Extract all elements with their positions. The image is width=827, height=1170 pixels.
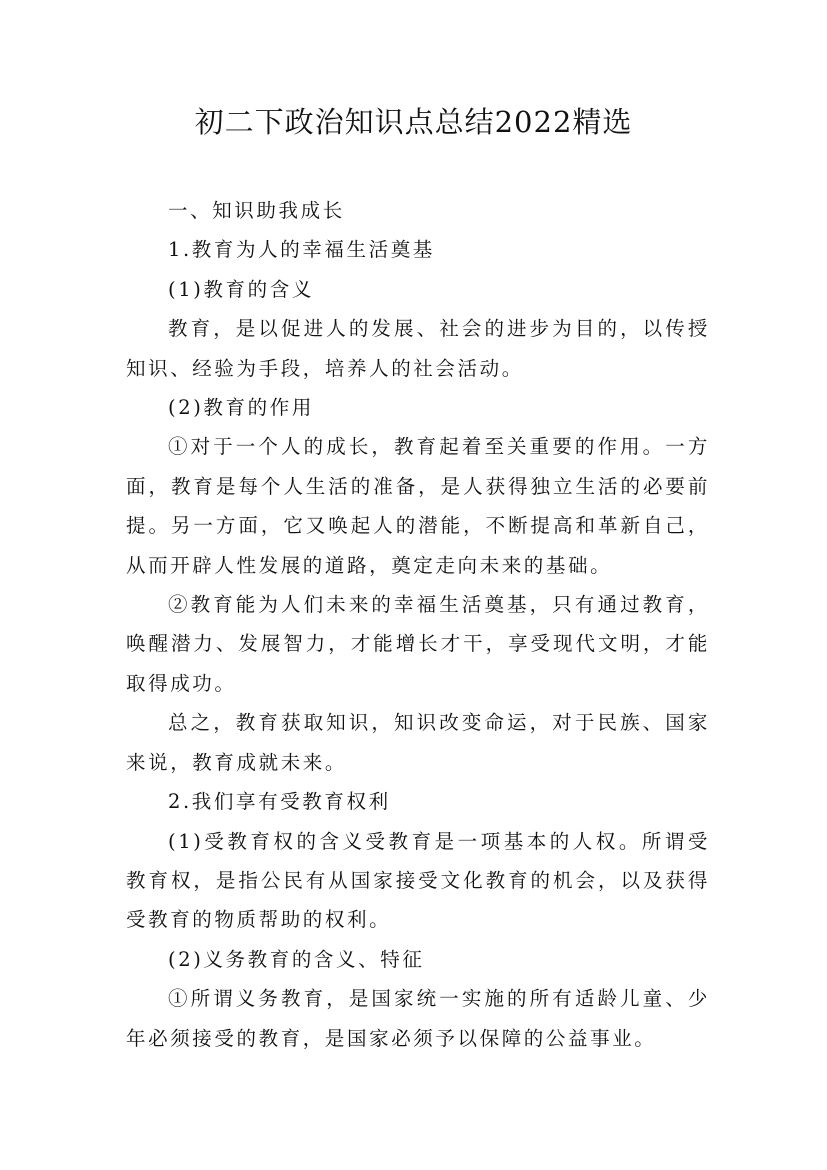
document-title: 初二下政治知识点总结2022精选: [194, 105, 633, 139]
body-paragraph: (1)受教育权的含义受教育是一项基本的人权。所谓受教育权，是指公民有从国家接受文化教育的机会，以及获得受教育的物质帮助的权利。: [126, 829, 710, 932]
section-heading: 一、知识助我成长: [168, 199, 345, 222]
body-paragraph: 教育，是以促进人的发展、社会的进步为目的，以传授知识、经验为手段，培养人的社会活动。: [126, 317, 710, 380]
document-body: [126, 191, 710, 1058]
body-paragraph: ②教育能为人们未来的幸福生活奠基，只有通过教育，唤醒潜力、发展智力，才能增长才干，享受现代文明，才能取得成功。: [126, 593, 710, 695]
item-heading: (2)教育的作用: [168, 396, 314, 420]
item-heading: (1)教育的含义: [168, 277, 314, 301]
body-paragraph: 总之，教育获取知识，知识改变命运，对于民族、国家来说，教育成就未来。: [126, 711, 710, 774]
item-heading: (2)义务教育的含义、特征: [168, 947, 425, 971]
subsection-heading: 2.我们享有受教育权利: [168, 790, 391, 814]
body-paragraph: ①所谓义务教育，是国家统一实施的所有适龄儿童、少年必须接受的教育，是国家必须予以保障的公益事业。: [126, 987, 710, 1050]
subsection-heading: 1.教育为人的幸福生活奠基: [168, 238, 435, 262]
body-paragraph: ①对于一个人的成长，教育起着至关重要的作用。一方面，教育是每个人生活的准备，是人获得独立生活的必要前提。另一方面，它又唤起人的潜能，不断提高和革新自己，从而开辟人性发展的道路，奠定走向未来的基础。: [126, 435, 710, 577]
